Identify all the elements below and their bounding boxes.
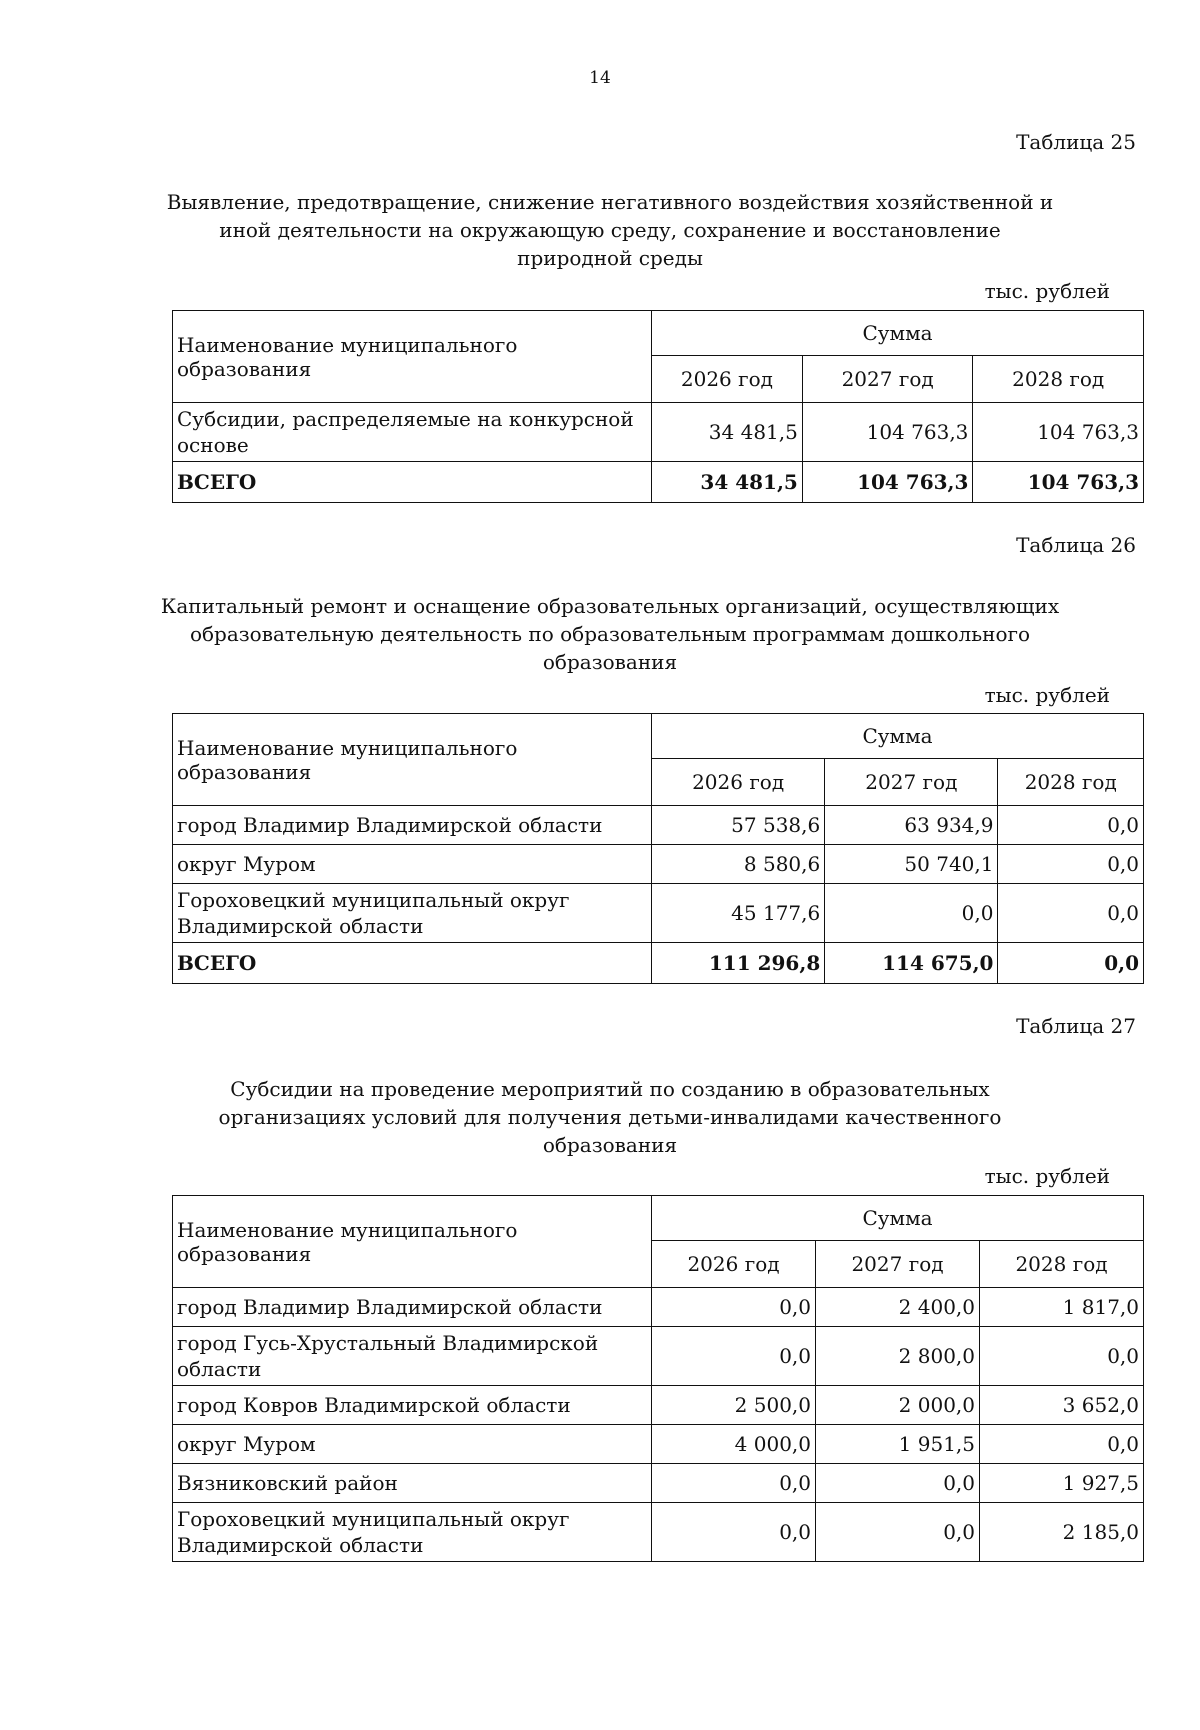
- value-2027: 2 800,0: [816, 1327, 980, 1386]
- year-2027-header: 2027 год: [802, 356, 973, 403]
- value-2027: 104 763,3: [802, 403, 973, 462]
- year-2026-header: 2026 год: [652, 1241, 816, 1288]
- table-27-units: тыс. рублей: [984, 1164, 1110, 1188]
- year-2027-header: 2027 год: [825, 759, 998, 806]
- row-name: Гороховецкий муниципальный округ Владимирской области: [173, 1503, 652, 1562]
- year-2026-header: 2026 год: [652, 356, 803, 403]
- total-2026: 34 481,5: [652, 462, 803, 503]
- table-row: [173, 1464, 1144, 1503]
- value-2028: 2 185,0: [980, 1503, 1144, 1562]
- row-name: округ Муром: [173, 1425, 652, 1464]
- value-2026: 57 538,6: [652, 806, 825, 845]
- year-2028-header: 2028 год: [980, 1241, 1144, 1288]
- total-2027: 114 675,0: [825, 943, 998, 984]
- table-row: [173, 884, 1144, 943]
- value-2028: 0,0: [998, 845, 1144, 884]
- table-27-title: Субсидии на проведение мероприятий по созданию в образовательных организациях условий для получения детьми-инвалидами качественного образования: [218, 1077, 1002, 1157]
- table-26-label: Таблица 26: [1016, 533, 1136, 557]
- table-row: [173, 403, 1144, 462]
- value-2027: 63 934,9: [825, 806, 998, 845]
- value-2027: 0,0: [816, 1503, 980, 1562]
- value-2027: 2 000,0: [816, 1386, 980, 1425]
- total-2027: 104 763,3: [802, 462, 973, 503]
- table-27-label: Таблица 27: [1016, 1014, 1136, 1038]
- table-26-units: тыс. рублей: [984, 683, 1110, 707]
- value-2027: 0,0: [825, 884, 998, 943]
- sum-column-header: Сумма: [652, 714, 1144, 759]
- table-26: [172, 713, 1144, 984]
- total-row: [173, 943, 1144, 984]
- table-row: [173, 1327, 1144, 1386]
- value-2026: 0,0: [652, 1327, 816, 1386]
- value-2026: 34 481,5: [652, 403, 803, 462]
- value-2028: 3 652,0: [980, 1386, 1144, 1425]
- year-2027-header: 2027 год: [816, 1241, 980, 1288]
- total-row: [173, 462, 1144, 503]
- value-2027: 0,0: [816, 1464, 980, 1503]
- total-label: ВСЕГО: [173, 943, 652, 984]
- table-25-label: Таблица 25: [1016, 130, 1136, 154]
- page-number: 14: [589, 68, 611, 88]
- value-2027: 1 951,5: [816, 1425, 980, 1464]
- table-row: [173, 1425, 1144, 1464]
- name-column-header: Наименование муниципального образования: [173, 311, 652, 403]
- table-row: [173, 1288, 1144, 1327]
- row-name: Вязниковский район: [173, 1464, 652, 1503]
- sum-column-header: Сумма: [652, 311, 1144, 356]
- table-row: [173, 845, 1144, 884]
- value-2026: 0,0: [652, 1503, 816, 1562]
- value-2028: 0,0: [998, 884, 1144, 943]
- value-2028: 0,0: [980, 1425, 1144, 1464]
- value-2026: 0,0: [652, 1464, 816, 1503]
- year-2028-header: 2028 год: [998, 759, 1144, 806]
- row-name: город Ковров Владимирской области: [173, 1386, 652, 1425]
- total-label: ВСЕГО: [173, 462, 652, 503]
- value-2026: 2 500,0: [652, 1386, 816, 1425]
- row-name: Гороховецкий муниципальный округ Владимирской области: [173, 884, 652, 943]
- value-2028: 1 927,5: [980, 1464, 1144, 1503]
- table-row: [173, 806, 1144, 845]
- value-2027: 2 400,0: [816, 1288, 980, 1327]
- table-row: [173, 1503, 1144, 1562]
- table-25-units: тыс. рублей: [984, 279, 1110, 303]
- value-2026: 8 580,6: [652, 845, 825, 884]
- total-2028: 104 763,3: [973, 462, 1144, 503]
- value-2026: 0,0: [652, 1288, 816, 1327]
- sum-column-header: Сумма: [652, 1196, 1144, 1241]
- table-25-title: Выявление, предотвращение, снижение негативного воздействия хозяйственной и иной деятельности на окружающую среду, сохранение и восстановление природной среды: [166, 190, 1054, 270]
- value-2026: 4 000,0: [652, 1425, 816, 1464]
- row-name: город Владимир Владимирской области: [173, 806, 652, 845]
- total-2028: 0,0: [998, 943, 1144, 984]
- year-2026-header: 2026 год: [652, 759, 825, 806]
- value-2028: 0,0: [998, 806, 1144, 845]
- row-name: Субсидии, распределяемые на конкурсной основе: [173, 403, 652, 462]
- value-2028: 104 763,3: [973, 403, 1144, 462]
- total-2026: 111 296,8: [652, 943, 825, 984]
- value-2027: 50 740,1: [825, 845, 998, 884]
- table-27: [172, 1195, 1144, 1562]
- table-26-title: Капитальный ремонт и оснащение образовательных организаций, осуществляющих образовательную деятельность по образовательным программам дошкольного образования: [160, 594, 1060, 674]
- value-2028: 1 817,0: [980, 1288, 1144, 1327]
- name-column-header: Наименование муниципального образования: [173, 714, 652, 806]
- year-2028-header: 2028 год: [973, 356, 1144, 403]
- row-name: город Гусь-Хрустальный Владимирской области: [173, 1327, 652, 1386]
- table-row: [173, 1386, 1144, 1425]
- value-2026: 45 177,6: [652, 884, 825, 943]
- row-name: округ Муром: [173, 845, 652, 884]
- row-name: город Владимир Владимирской области: [173, 1288, 652, 1327]
- value-2028: 0,0: [980, 1327, 1144, 1386]
- name-column-header: Наименование муниципального образования: [173, 1196, 652, 1288]
- table-25: [172, 310, 1144, 503]
